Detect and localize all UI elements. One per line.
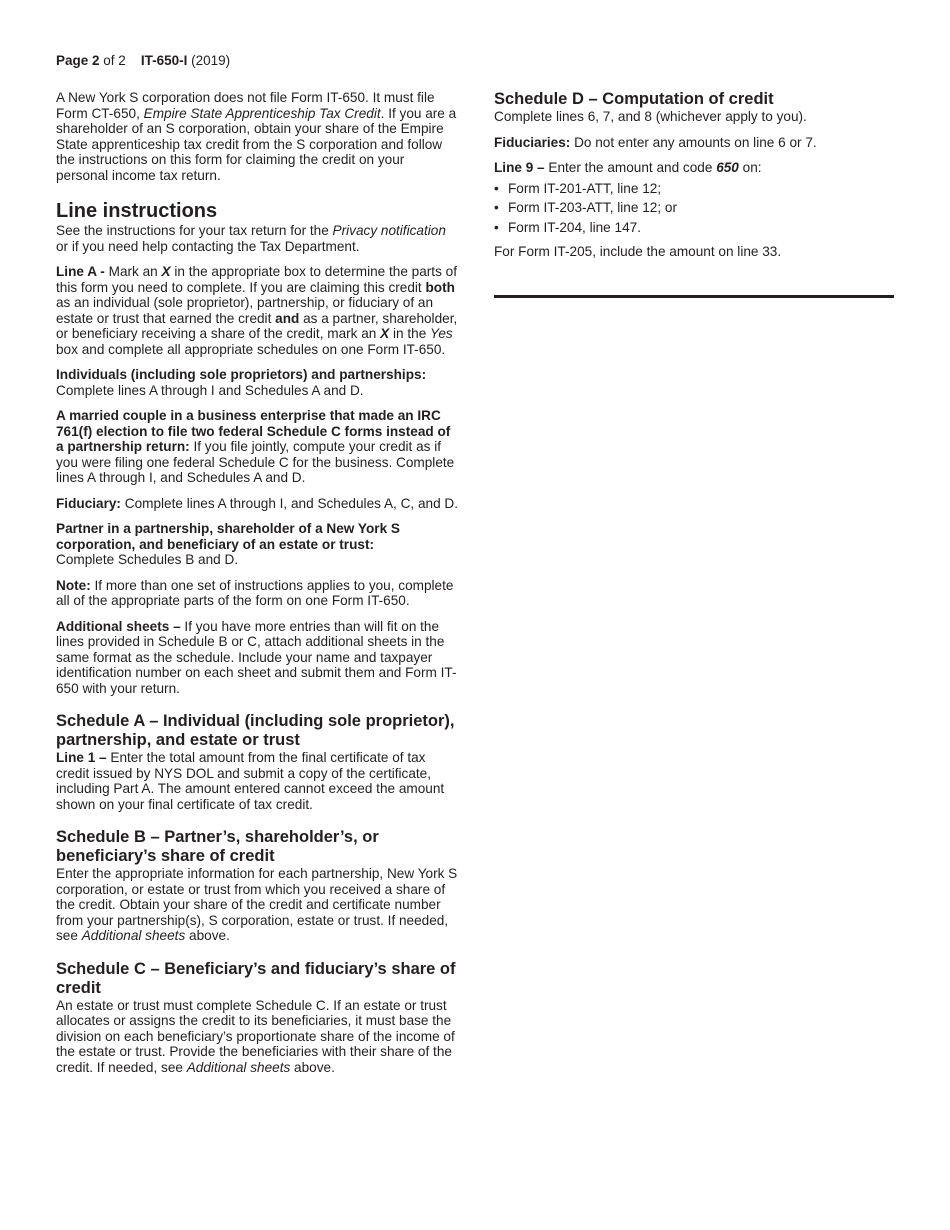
fiduciary-paragraph: Fiduciary: Complete lines A through I, and Schedules A, C, and D.	[56, 495, 458, 511]
form-id: IT-650-I	[140, 53, 188, 68]
line-a-paragraph: Line A - Mark an X in the appropriate box to determine the parts of this form you need to complete. If you are claiming this credit both as an individual (sole proprietor), partnership, or fiduciary of an estate or trust that earned the credit and as a partner, shareholder, or beneficiary receiving a share of the credit, mark an X in the Yes box and complete all appropriate schedules on one Form IT-650.	[56, 264, 458, 357]
privacy-paragraph: See the instructions for your tax return for the Privacy notification or if you need help contacting the Tax Department.	[56, 223, 446, 254]
mark-x: X	[380, 326, 390, 341]
schedule-b-paragraph: Enter the appropriate information for each partnership, New York S corporation, or estate or trust from which you received a share of the credit. Obtain your share of the credit and certificate number from your partnership(s), S corporation, estate or trust. If needed, see Additional sheets above.	[56, 866, 458, 943]
schedule-b-heading: Schedule B – Partner’s, shareholder’s, or beneficiary’s share of credit	[56, 828, 379, 865]
schedule-d-heading: Schedule D – Computation of credit	[494, 90, 774, 108]
married-couple-paragraph: A married couple in a business enterprise that made an IRC 761(f) election to file two federal Schedule C forms instead of a partnership return: If you file jointly, compute your credit as if you were filing one federal Schedule C for the business. Complete lines A through I, and Schedules A and D.	[56, 408, 455, 485]
list-item: • Form IT-204, line 147.	[494, 219, 641, 235]
bullet-icon: •	[494, 180, 499, 196]
line-9-form-list	[494, 181, 894, 236]
schedule-c-paragraph: An estate or trust must complete Schedule C. If an estate or trust allocates or assigns the credit to its beneficiaries, it must base the division on each beneficiary’s proportionate share of the income of the estate or trust. Provide the beneficiaries with their share of the credit. If needed, see Additional sheets above.	[56, 997, 455, 1075]
page-label: Page 2	[56, 53, 100, 68]
section-divider	[494, 295, 894, 298]
form-year: (2019)	[191, 53, 231, 68]
page-of: of 2	[103, 53, 126, 68]
schedule-a-line-1: Line 1 – Enter the total amount from the final certificate of tax credit issued by NYS DOL and submit a copy of the certificate, including Part A. The amount entered cannot exceed the amount shown on your final certificate of tax credit.	[56, 750, 445, 812]
schedule-d-fiduciaries: Fiduciaries: Do not enter any amounts on line 6 or 7.	[494, 134, 817, 150]
list-item: • Form IT-201-ATT, line 12;	[494, 180, 662, 196]
list-item: • Form IT-203-ATT, line 12; or	[494, 200, 677, 215]
schedule-d-it205: For Form IT-205, include the amount on line 33.	[494, 244, 782, 259]
additional-sheets-paragraph: Additional sheets – If you have more entries than will fit on the lines provided in Schedule B or C, attach additional sheets in the same format as the schedule. Include your name and taxpayer identification number on each sheet and submit them and Form IT-650 with your return.	[56, 618, 457, 696]
right-column	[494, 90, 894, 298]
mark-x: X	[161, 264, 171, 279]
schedule-a-heading: Schedule A – Individual (including sole proprietor), partnership, and estate or trust	[56, 712, 455, 749]
schedule-d-line-9: Line 9 – Enter the amount and code 650 on:	[494, 160, 762, 175]
individuals-paragraph: Individuals (including sole proprietors) and partnerships: Complete lines A through I and Schedules A and D.	[56, 367, 427, 398]
bullet-icon: •	[494, 219, 499, 235]
schedule-d-intro: Complete lines 6, 7, and 8 (whichever apply to you).	[494, 109, 807, 124]
page-header	[56, 53, 230, 69]
intro-paragraph: A New York S corporation does not file Form IT-650. It must file Form CT-650, Empire State Apprenticeship Tax Credit. If you are a shareholder of an S corporation, obtain your share of the Empire State apprenticeship tax credit from the S corporation and follow the instructions on this form for claiming the credit on your personal income tax return.	[56, 90, 457, 183]
bullet-icon: •	[494, 200, 499, 215]
partner-paragraph: Partner in a partnership, shareholder of a New York S corporation, and beneficiary of an estate or trust: Complete Schedules B and D.	[56, 521, 400, 567]
line-instructions-heading: Line instructions	[56, 200, 218, 222]
schedule-c-heading: Schedule C – Beneficiary’s and fiduciary’s share of credit	[56, 959, 456, 997]
left-column	[56, 90, 460, 1085]
note-paragraph: Note: If more than one set of instructions applies to you, complete all of the appropriate parts of the form on one Form IT-650.	[56, 577, 454, 608]
